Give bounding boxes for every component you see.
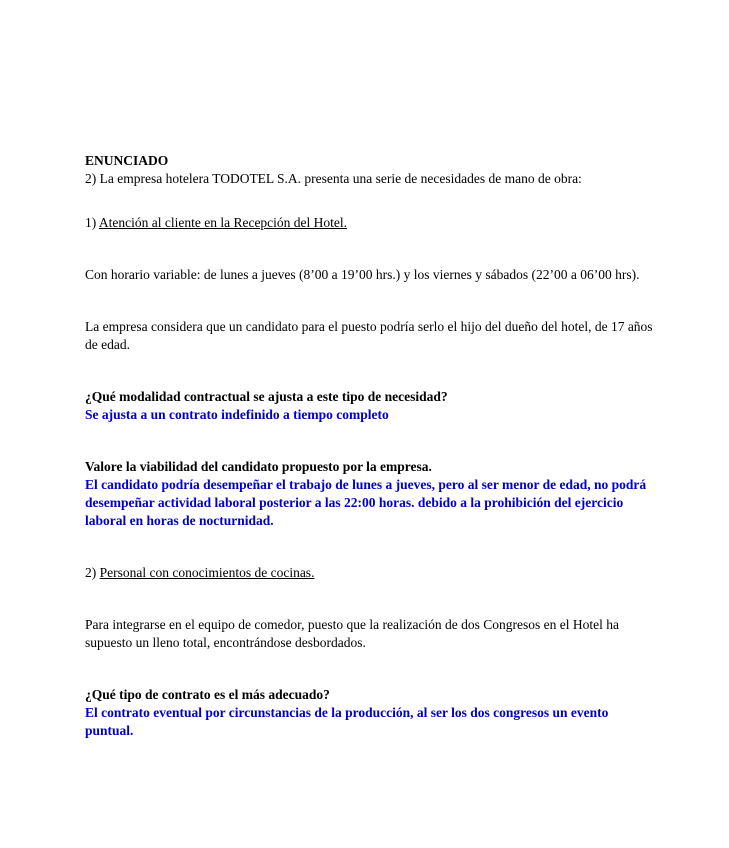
section2-question-1: ¿Qué tipo de contrato es el más adecuado? [85, 687, 330, 702]
section1-number: 1) [85, 215, 99, 230]
intro-text: 2) La empresa hotelera TODOTEL S.A. presenta una serie de necesidades de mano de obra: [85, 171, 582, 186]
section1-answer-1: Se ajusta a un contrato indefinido a tiempo completo [85, 407, 389, 422]
section2-title: Personal con conocimientos de cocinas. [99, 565, 315, 580]
section1-answer-2: El candidato podría desempeñar el trabajo de lunes a jueves, pero al ser menor de edad, no podrá desempeñar actividad laboral posterior a las 22:00 horas. debido a la prohibición del ejercicio laboral en horas de nocturnidad. [85, 477, 647, 528]
section2-description: Para integrarse en el equipo de comedor, puesto que la realización de dos Congresos en el Hotel ha supuesto un lleno total, encontrándose desbordados. [85, 617, 620, 650]
section2-number: 2) [85, 565, 100, 580]
document-body [85, 152, 655, 740]
heading: ENUNCIADO [85, 153, 169, 168]
section1-schedule: Con horario variable: de lunes a jueves (8’00 a 19’00 hrs.) y los viernes y sábados (22’00 a 06’00 hrs). [85, 267, 640, 282]
section1-question-1: ¿Qué modalidad contractual se ajusta a este tipo de necesidad? [85, 389, 448, 404]
section1-heading [85, 214, 655, 232]
section2-answer-1: El contrato eventual por circunstancias de la producción, al ser los dos congresos un evento puntual. [85, 705, 609, 738]
section2-heading [85, 564, 655, 582]
section1-title: Atención al cliente en la Recepción del Hotel. [98, 215, 348, 230]
section1-candidate: La empresa considera que un candidato para el puesto podría serlo el hijo del dueño del hotel, de 17 años de edad. [85, 319, 653, 352]
section1-question-2: Valore la viabilidad del candidato propuesto por la empresa. [85, 459, 432, 474]
